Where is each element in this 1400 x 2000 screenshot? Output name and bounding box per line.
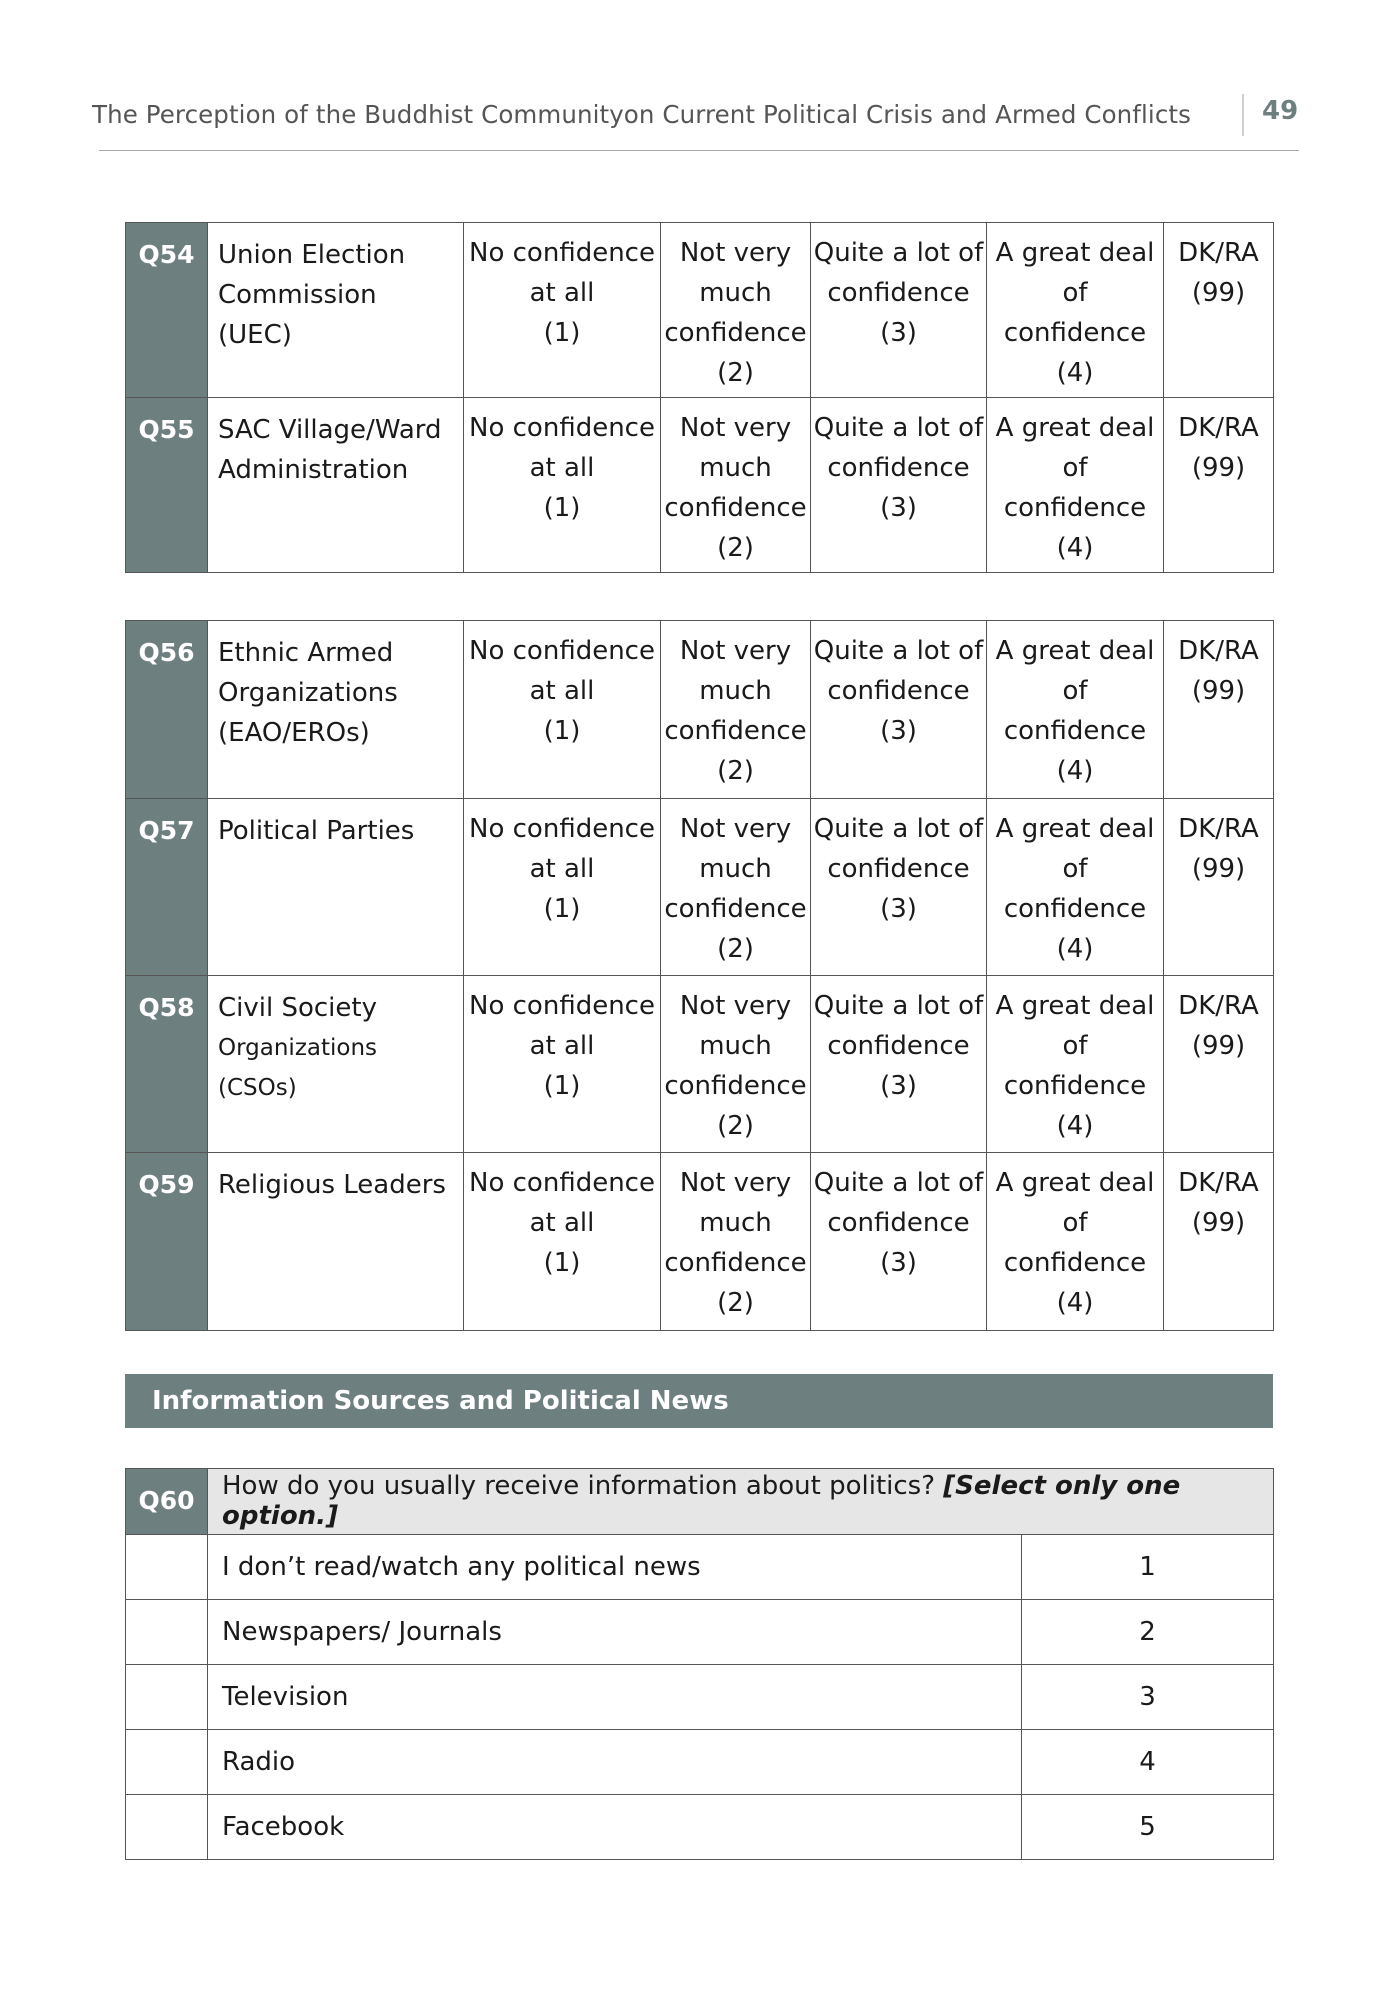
option-not-very-much: Not very much confidence (2): [661, 1153, 811, 1331]
question-number: Q59: [126, 1153, 208, 1331]
option-code: 2: [1022, 1600, 1274, 1665]
option-no-confidence: No confidence at all (1): [464, 223, 661, 398]
option-text: Radio: [208, 1730, 1022, 1795]
question-label: Union Election Commission (UEC): [208, 223, 464, 398]
q60-table: [125, 1468, 1274, 1860]
question-text: [208, 1469, 1274, 1535]
question-number: Q54: [126, 223, 208, 398]
option-no-confidence: No confidence at all (1): [464, 621, 661, 799]
question-row-q56: [126, 621, 1274, 799]
option-no-confidence: No confidence at all (1): [464, 799, 661, 976]
option-dk-ra: DK/RA (99): [1164, 1153, 1274, 1331]
question-instruction: [Select only one option.]: [222, 1471, 1181, 1531]
option-quite-a-lot: Quite a lot of confidence (3): [811, 398, 987, 573]
option-text: I don’t read/watch any political news: [208, 1535, 1022, 1600]
option-dk-ra: DK/RA (99): [1164, 398, 1274, 573]
option-dk-ra: DK/RA (99): [1164, 223, 1274, 398]
option-quite-a-lot: Quite a lot of confidence (3): [811, 976, 987, 1153]
option-not-very-much: Not very much confidence (2): [661, 398, 811, 573]
option-code: 4: [1022, 1730, 1274, 1795]
option-great-deal: A great deal of confidence (4): [987, 621, 1164, 799]
question-label: [208, 976, 464, 1153]
question-label-line2: Organizations (CSOs): [218, 1035, 378, 1101]
question-number: Q58: [126, 976, 208, 1153]
option-no-confidence: No confidence at all (1): [464, 1153, 661, 1331]
question-number: Q57: [126, 799, 208, 976]
question-row-q60: [126, 1469, 1274, 1535]
header-separator: [1242, 94, 1244, 136]
question-text-main: How do you usually receive information about politics?: [222, 1471, 944, 1501]
option-quite-a-lot: Quite a lot of confidence (3): [811, 621, 987, 799]
question-label: Ethnic Armed Organizations (EAO/EROs): [208, 621, 464, 799]
confidence-table-b: [125, 620, 1274, 1331]
option-dk-ra: DK/RA (99): [1164, 621, 1274, 799]
empty-cell: [126, 1730, 208, 1795]
empty-cell: [126, 1665, 208, 1730]
option-code: 3: [1022, 1665, 1274, 1730]
confidence-table-a: [125, 222, 1274, 573]
question-label: Political Parties: [208, 799, 464, 976]
question-number: Q55: [126, 398, 208, 573]
page-number: 49: [1262, 96, 1299, 126]
option-code: 1: [1022, 1535, 1274, 1600]
running-header-title: The Perception of the Buddhist Communityon Current Political Crisis and Armed Conflicts: [92, 100, 1191, 129]
option-not-very-much: Not very much confidence (2): [661, 621, 811, 799]
option-row: [126, 1730, 1274, 1795]
option-great-deal: A great deal of confidence (4): [987, 223, 1164, 398]
empty-cell: [126, 1795, 208, 1860]
option-text: Facebook: [208, 1795, 1022, 1860]
option-quite-a-lot: Quite a lot of confidence (3): [811, 223, 987, 398]
option-row: [126, 1665, 1274, 1730]
option-dk-ra: DK/RA (99): [1164, 799, 1274, 976]
question-row-q55: [126, 398, 1274, 573]
option-great-deal: A great deal of confidence (4): [987, 398, 1164, 573]
option-no-confidence: No confidence at all (1): [464, 398, 661, 573]
empty-cell: [126, 1535, 208, 1600]
question-label: SAC Village/Ward Administration: [208, 398, 464, 573]
question-number: Q56: [126, 621, 208, 799]
section-heading: Information Sources and Political News: [125, 1374, 1273, 1428]
option-dk-ra: DK/RA (99): [1164, 976, 1274, 1153]
empty-cell: [126, 1600, 208, 1665]
option-not-very-much: Not very much confidence (2): [661, 799, 811, 976]
question-row-q59: [126, 1153, 1274, 1331]
question-label: Religious Leaders: [208, 1153, 464, 1331]
option-great-deal: A great deal of confidence (4): [987, 1153, 1164, 1331]
question-number: Q60: [126, 1469, 208, 1535]
option-no-confidence: No confidence at all (1): [464, 976, 661, 1153]
option-quite-a-lot: Quite a lot of confidence (3): [811, 1153, 987, 1331]
option-quite-a-lot: Quite a lot of confidence (3): [811, 799, 987, 976]
question-row-q57: [126, 799, 1274, 976]
option-row: [126, 1600, 1274, 1665]
option-code: 5: [1022, 1795, 1274, 1860]
option-row: [126, 1535, 1274, 1600]
option-great-deal: A great deal of confidence (4): [987, 976, 1164, 1153]
option-text: Newspapers/ Journals: [208, 1600, 1022, 1665]
question-label-line1: Civil Society: [218, 993, 377, 1023]
option-great-deal: A great deal of confidence (4): [987, 799, 1164, 976]
header-rule: [99, 150, 1299, 151]
option-text: Television: [208, 1665, 1022, 1730]
option-not-very-much: Not very much confidence (2): [661, 976, 811, 1153]
option-not-very-much: Not very much confidence (2): [661, 223, 811, 398]
question-row-q54: [126, 223, 1274, 398]
option-row: [126, 1795, 1274, 1860]
question-row-q58: [126, 976, 1274, 1153]
